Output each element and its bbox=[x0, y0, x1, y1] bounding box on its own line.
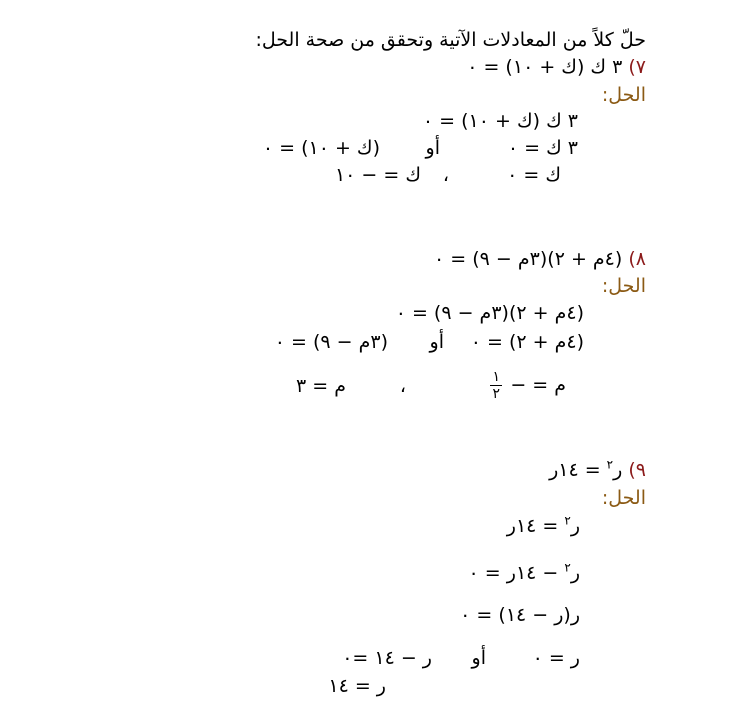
problem-8-step-3 bbox=[146, 368, 566, 402]
problem-8-step-2b: (٣م − ٩) = ٠ bbox=[274, 331, 388, 353]
problem-7-number: ٧) bbox=[628, 56, 646, 78]
problem-9-step-3: ر(ر − ١٤) = ٠ bbox=[460, 604, 580, 626]
problem-9-step-1: ر$^٢$ = ١٤ر bbox=[506, 513, 580, 537]
fraction-one-half bbox=[490, 370, 502, 401]
problem-9-step-5: ر = ١٤ bbox=[328, 675, 386, 697]
problem-7-step-3a: ك = ٠ bbox=[507, 164, 561, 186]
problem-9-step-4b: ر − ١٤ =٠ bbox=[342, 647, 432, 669]
problem-7-step-3b: ك = − ١٠ bbox=[334, 164, 421, 186]
problem-8-equation: (٤م + ٢)(٣م − ٩) = ٠ bbox=[434, 248, 623, 270]
problem-8-comma: ، bbox=[399, 375, 406, 397]
problem-7-solution-label: الحل: bbox=[601, 84, 646, 106]
problem-9-number: ٩) bbox=[628, 459, 646, 481]
fraction-numerator: ١ bbox=[492, 369, 501, 385]
problem-9-equation: ر$^٢$ = ١٤ر bbox=[549, 457, 623, 481]
problem-9-solution-label: الحل: bbox=[601, 487, 646, 509]
problem-8-step-3b: م = ٣ bbox=[296, 375, 346, 397]
problem-9-step-4a: ر = ٠ bbox=[532, 647, 580, 669]
problem-9-step-4 bbox=[160, 646, 580, 670]
problem-8-step-2 bbox=[164, 330, 584, 354]
problem-8-step-2a: (٤م + ٢) = ٠ bbox=[470, 331, 584, 353]
problem-9-statement bbox=[549, 458, 646, 482]
problem-7-or: أو bbox=[425, 137, 440, 159]
fraction-denominator: ٢ bbox=[492, 386, 501, 402]
problem-7-step-1: ٣ ك (ك + ١٠) = ٠ bbox=[422, 110, 578, 132]
problem-8-number: ٨) bbox=[628, 248, 646, 270]
problem-8-or: أو bbox=[429, 331, 444, 353]
problem-8-step-1: (٤م + ٢)(٣م − ٩) = ٠ bbox=[395, 302, 584, 324]
problem-7-step-2b: (ك + ١٠) = ٠ bbox=[262, 137, 380, 159]
problem-8-solution-label: الحل: bbox=[601, 275, 646, 297]
problem-7-step-3 bbox=[261, 163, 561, 187]
problem-8-statement bbox=[434, 247, 646, 271]
instruction-heading: حلّ كلاً من المعادلات الآتية وتحقق من صحة الحل: bbox=[255, 29, 646, 51]
problem-8-step-3a bbox=[488, 370, 566, 401]
problem-8-step-3a-prefix: م = − bbox=[510, 374, 566, 396]
problem-7-step-2a: ٣ ك = ٠ bbox=[507, 137, 578, 159]
problem-7-equation: ٣ ك (ك + ١٠) = ٠ bbox=[467, 56, 623, 78]
problem-7-step-2 bbox=[158, 136, 578, 160]
problem-9-or: أو bbox=[471, 647, 486, 669]
problem-7-comma: ، bbox=[442, 164, 449, 186]
problem-9-step-2: ر$^٢$ − ١٤ر = ٠ bbox=[468, 560, 580, 584]
problem-7-statement bbox=[467, 55, 646, 79]
